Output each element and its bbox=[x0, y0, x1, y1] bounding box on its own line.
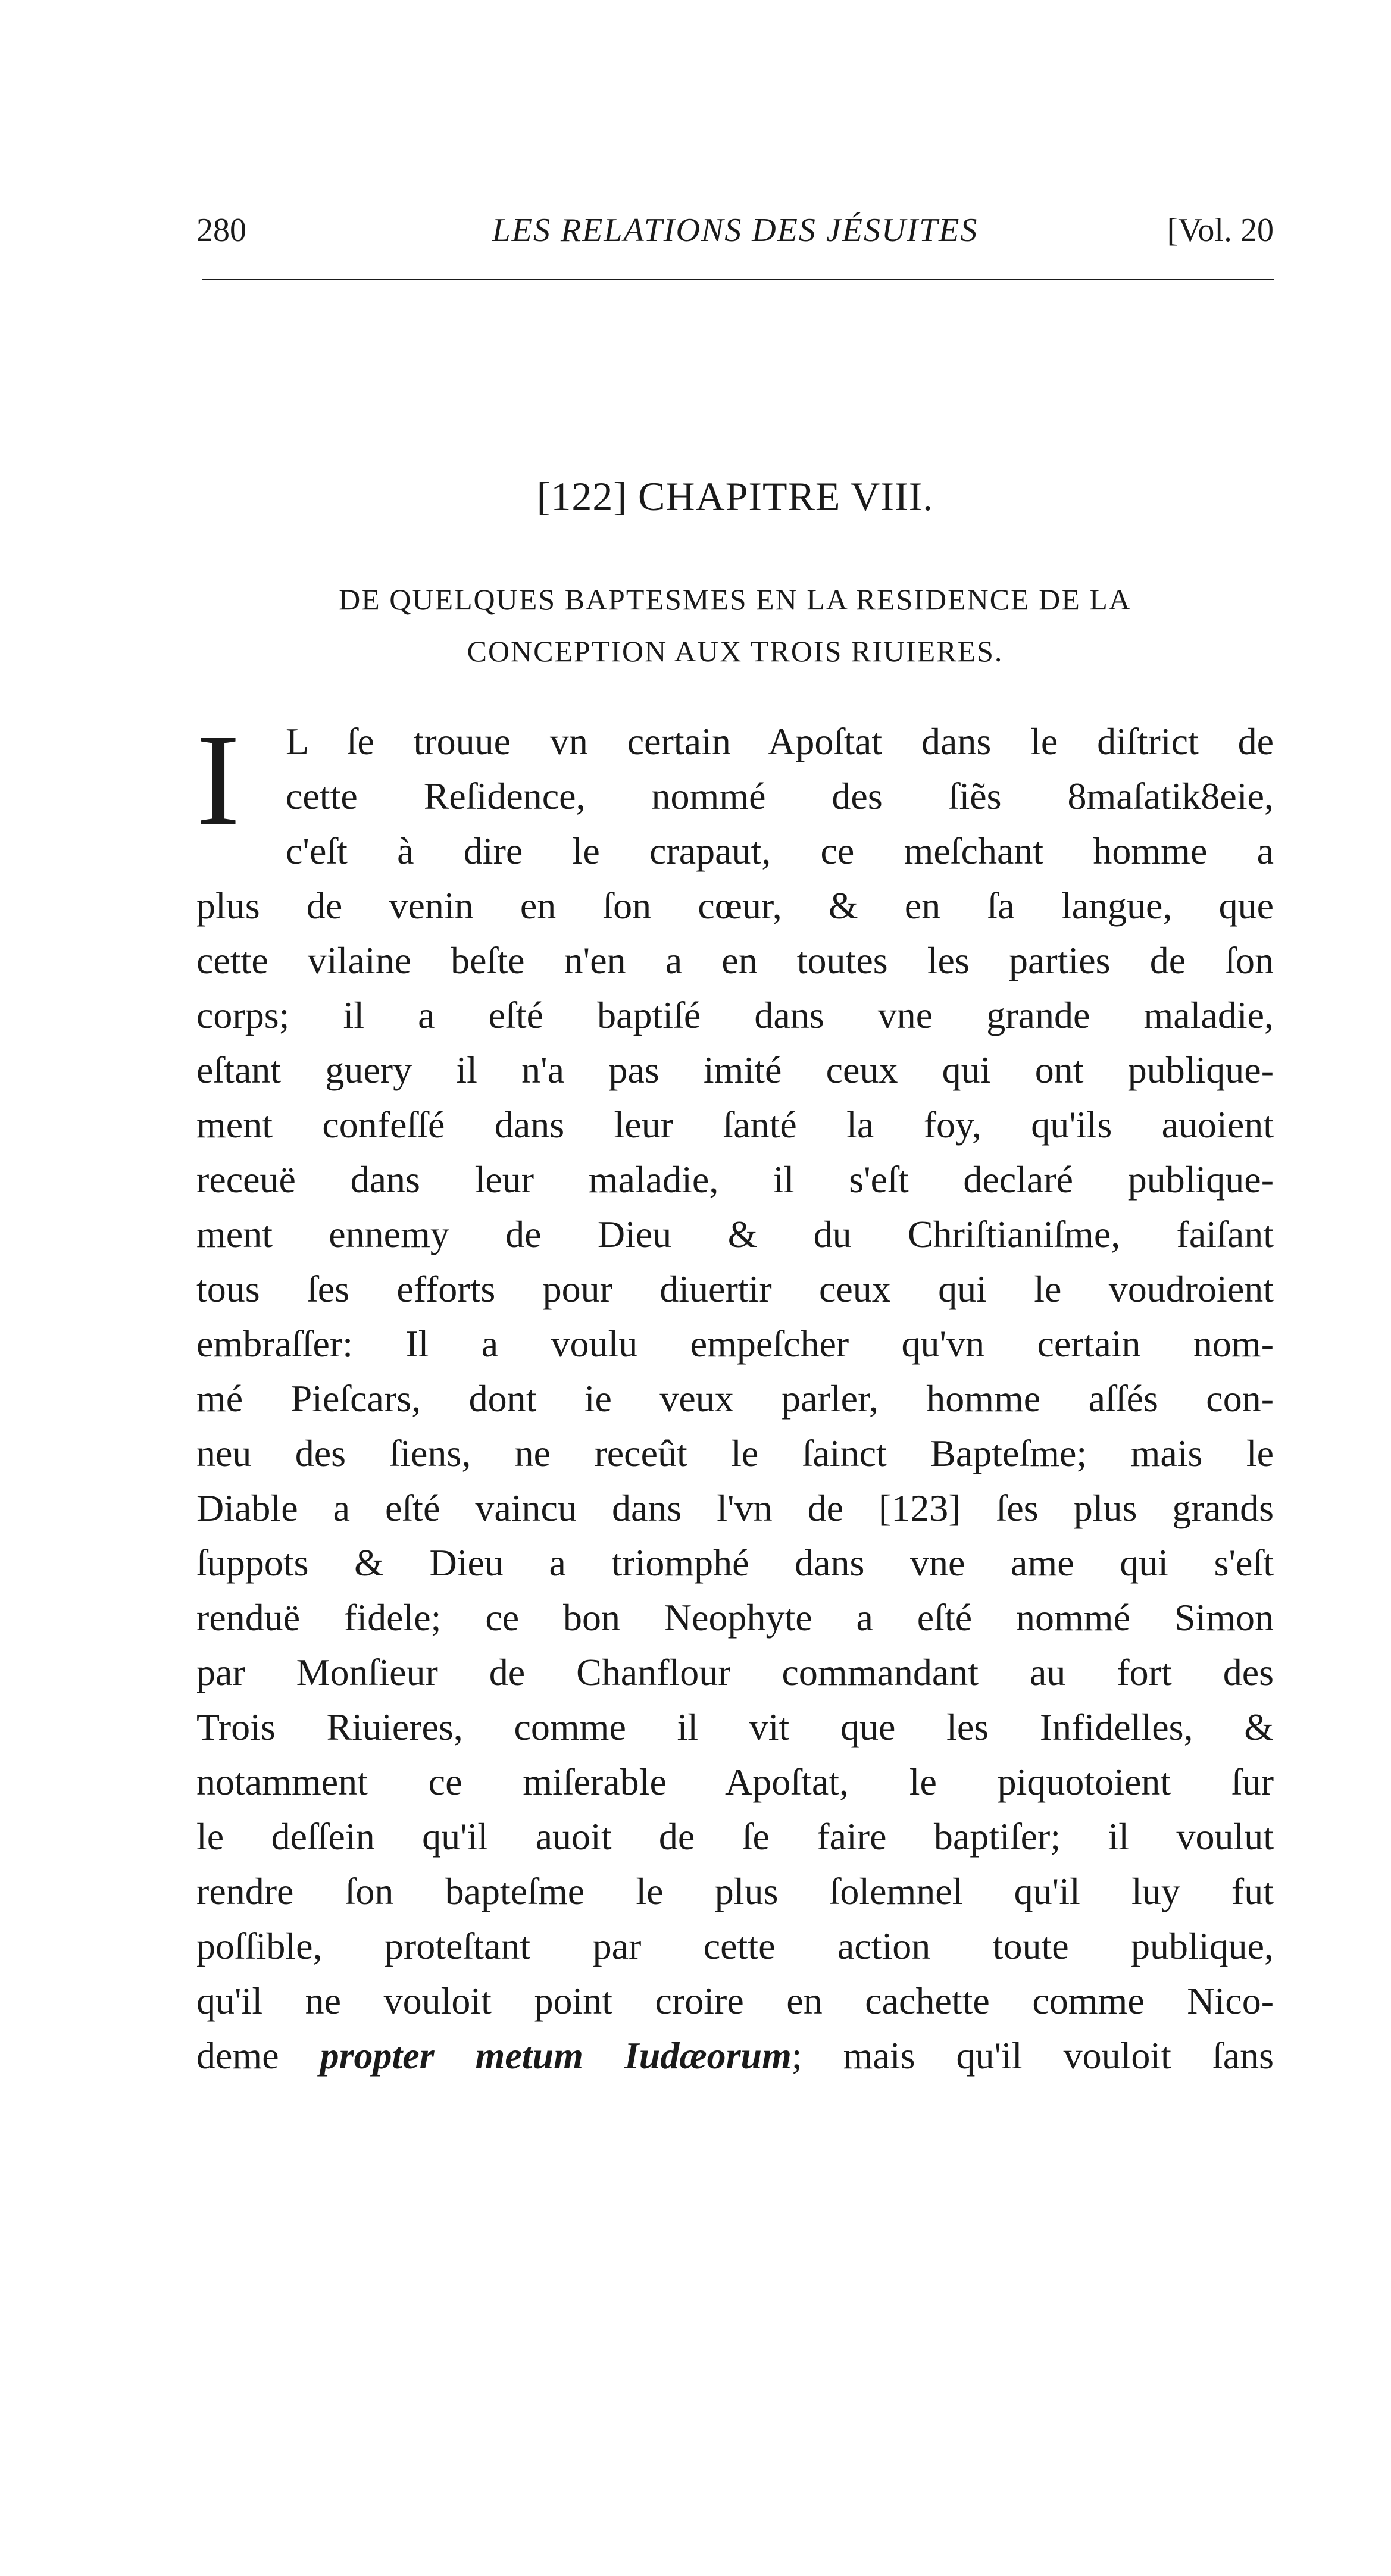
body-line: c'eſt à dire le crapaut, ce meſchant homme a bbox=[286, 830, 1274, 872]
body-line: corps; il a eſté baptiſé dans vne grande maladie, bbox=[196, 994, 1274, 1036]
chapter-heading: [122] CHAPITRE VIII. bbox=[536, 474, 934, 519]
running-head bbox=[196, 211, 1274, 253]
body-line: Diable a eſté vaincu dans l'vn de [123] ſes plus grands bbox=[196, 1487, 1274, 1529]
running-title: LES RELATIONS DES JÉSUITES bbox=[492, 212, 979, 249]
body-line: ſuppots & Dieu a triomphé dans vne ame qui s'eſt bbox=[196, 1542, 1274, 1584]
page-number: 280 bbox=[196, 212, 246, 249]
body-line: ment confeſſé dans leur ſanté la foy, qu'ils auoient bbox=[196, 1103, 1274, 1146]
body-line: neu des ſiens, ne receût le ſainct Bapteſme; mais le bbox=[196, 1432, 1274, 1474]
body-text-segment: deme bbox=[196, 2034, 320, 2077]
volume-label: [Vol. 20 bbox=[1167, 212, 1274, 249]
body-line: le deſſein qu'il auoit de ſe faire baptiſer; il voulut bbox=[196, 1815, 1274, 1858]
latin-phrase: propter metum Iudæorum bbox=[320, 2034, 792, 2077]
body-line: embraſſer: Il a voulu empeſcher qu'vn certain nom- bbox=[196, 1323, 1274, 1365]
body-line: L ſe trouue vn certain Apoſtat dans le diſtrict de bbox=[286, 720, 1274, 762]
body-line: cette Reſidence, nommé des ſiẽs 8maſatik8eie, bbox=[286, 775, 1274, 817]
body-line: plus de venin en ſon cœur, & en ſa langue, que bbox=[196, 884, 1274, 927]
body-line: tous ſes efforts pour diuertir ceux qui le voudroient bbox=[196, 1268, 1274, 1310]
body-line: poſſible, proteſtant par cette action toute publique, bbox=[196, 1925, 1274, 1967]
body-line: qu'il ne vouloit point croire en cachette comme Nico- bbox=[196, 1980, 1274, 2022]
body-text-segment: ; mais qu'il vouloit ſans bbox=[791, 2034, 1274, 2077]
body-line: Trois Riuieres, comme il vit que les Infidelles, & bbox=[196, 1706, 1274, 1748]
header-rule bbox=[202, 279, 1274, 280]
body-line: ment ennemy de Dieu & du Chriſtianiſme, faiſant bbox=[196, 1213, 1274, 1255]
body-text bbox=[196, 707, 1274, 2083]
body-line: par Monſieur de Chanflour commandant au fort des bbox=[196, 1651, 1274, 1693]
body-line-last bbox=[196, 2028, 1274, 2083]
chapter-subtitle-line-1: DE QUELQUES BAPTESMES EN LA RESIDENCE DE LA bbox=[339, 583, 1131, 616]
body-line: rendre ſon bapteſme le plus ſolemnel qu'il luy fut bbox=[196, 1870, 1274, 1912]
body-line: mé Pieſcars, dont ie veux parler, homme aſſés con- bbox=[196, 1377, 1274, 1420]
body-line: eſtant guery il n'a pas imité ceux qui ont publique- bbox=[196, 1049, 1274, 1091]
body-line: renduë fidele; ce bon Neophyte a eſté nommé Simon bbox=[196, 1596, 1274, 1639]
body-line: notamment ce miſerable Apoſtat, le piquotoient ſur bbox=[196, 1761, 1274, 1803]
body-line: cette vilaine beſte n'en a en toutes les parties de ſon bbox=[196, 939, 1274, 981]
drop-cap: I bbox=[196, 707, 240, 852]
chapter-subtitle-line-2: CONCEPTION AUX TROIS RIUIERES. bbox=[467, 634, 1004, 668]
body-line: receuë dans leur maladie, il s'eſt declaré publique- bbox=[196, 1158, 1274, 1201]
